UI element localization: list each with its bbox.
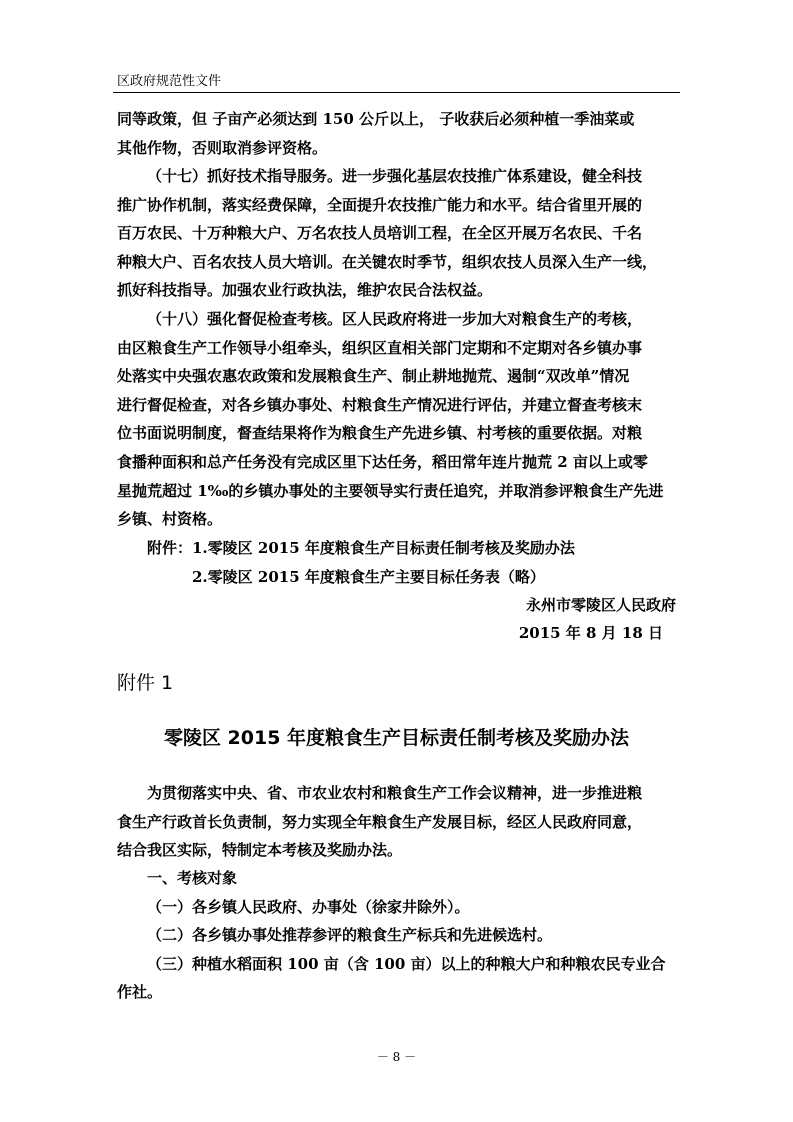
annex-label: 附件 1 bbox=[117, 672, 174, 694]
text-line: 食生产行政首长负责制，努力实现全年粮食生产发展目标，经区人民政府同意， bbox=[117, 812, 643, 831]
text-line: 处落实中央强农惠农政策和发展粮食生产、制止耕地抛荒、遏制“双改单”情况 bbox=[117, 367, 630, 386]
paragraph-inspection bbox=[117, 305, 677, 534]
list-item: （二）各乡镇办事处推荐参评的粮食生产标兵和先进候选村。 bbox=[147, 926, 553, 945]
text-line: 位书面说明制度，督查结果将作为粮食生产先进乡镇、村考核的重要依据。对粮 bbox=[117, 424, 643, 443]
attachment-item: 附件：1.零陵区 2015 年度粮食生产目标责任制考核及奖励办法 bbox=[147, 539, 575, 557]
header-divider bbox=[113, 92, 680, 93]
attachment-item: 2.零陵区 2015 年度粮食生产主要目标任务表（略） bbox=[192, 567, 545, 586]
document-title: 零陵区 2015 年度粮食生产目标责任制考核及奖励办法 bbox=[163, 727, 630, 749]
paragraph-tech-guidance bbox=[117, 162, 677, 305]
list-item: （三）种植水稻面积 100 亩（含 100 亩）以上的种粮大户和种粮农民专业合 bbox=[147, 954, 666, 973]
attachment-list bbox=[117, 534, 677, 591]
text-line: 推广协作机制，落实经费保障，全面提升农技推广能力和水平。结合省里开展的 bbox=[117, 195, 643, 214]
section-heading: 一、考核对象 bbox=[147, 869, 238, 887]
text-line: 食播种面积和总产任务没有完成区里下达任务，稻田常年连片抛荒 2 亩以上或零 bbox=[117, 452, 648, 471]
intro-paragraph bbox=[117, 779, 677, 865]
text-line: 由区粮食生产工作领导小组牵头，组织区直相关部门定期和不定期对各乡镇办事 bbox=[117, 338, 643, 357]
text-line: 百万农民、十万种粮大户、万名农技人员培训工程，在全区开展万名农民、千名 bbox=[117, 224, 643, 243]
text-line: （十八）强化督促检查考核。区人民政府将进一步加大对粮食生产的考核， bbox=[147, 310, 643, 328]
text-line: 为贯彻落实中央、省、市农业农村和粮食生产工作会议精神，进一步推进粮 bbox=[147, 784, 643, 802]
signature-date: 2015 年 8 月 18 日 bbox=[518, 624, 663, 642]
running-header: 区政府规范性文件 bbox=[117, 74, 222, 89]
list-item: （一）各乡镇人民政府、办事处（徐家井除外）。 bbox=[147, 897, 470, 916]
section-assessment-targets bbox=[117, 864, 677, 1007]
text-line: 抓好科技指导。加强农业行政执法，维护农民合法权益。 bbox=[117, 281, 493, 300]
list-item: 作社。 bbox=[117, 983, 163, 1002]
page-number: － 8 － bbox=[376, 1050, 417, 1064]
text-line: 乡镇、村资格。 bbox=[117, 510, 223, 529]
paragraph-continuation bbox=[117, 105, 677, 162]
text-line: 同等政策，但 子亩产必须达到 150 公斤以上， 子收获后必须种植一季油菜或 bbox=[117, 110, 635, 128]
text-line: 进行督促检查，对各乡镇办事处、村粮食生产情况进行评估，并建立督查考核末 bbox=[117, 395, 643, 414]
text-line: （十七）抓好技术指导服务。进一步强化基层农技推广体系建设，健全科技 bbox=[147, 167, 643, 185]
text-line: 种粮大户、百名农技人员大培训。在关键农时季节，组织农技人员深入生产一线， bbox=[117, 252, 658, 271]
text-line: 星抛荒超过 1‰的乡镇办事处的主要领导实行责任追究，并取消参评粮食生产先进 bbox=[117, 481, 664, 500]
signature-org: 永州市零陵区人民政府 bbox=[525, 596, 676, 614]
text-line: 结合我区实际，特制定本考核及奖励办法。 bbox=[117, 841, 403, 860]
text-line: 其他作物，否则取消参评资格。 bbox=[117, 138, 328, 157]
